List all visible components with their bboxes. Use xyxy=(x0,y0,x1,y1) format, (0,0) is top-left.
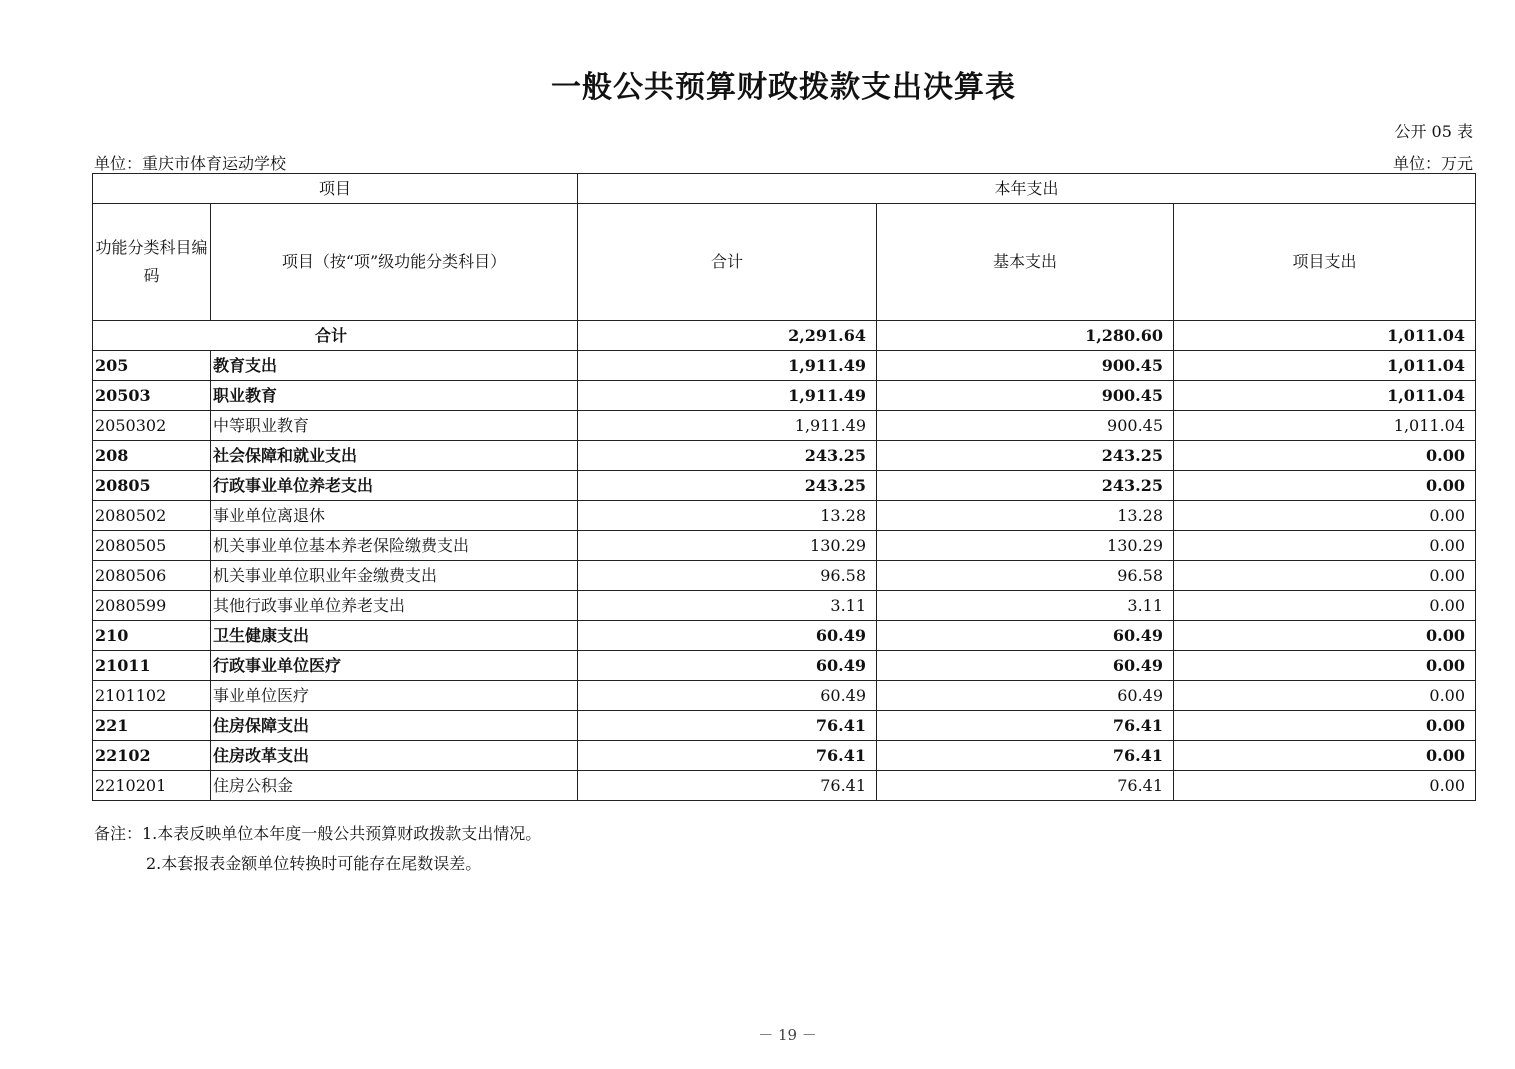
row-name: 教育支出 xyxy=(211,351,578,381)
row-code: 2101102 xyxy=(93,681,211,711)
row-total: 1,911.49 xyxy=(578,381,877,411)
table-row xyxy=(93,771,1476,801)
row-name: 职业教育 xyxy=(211,381,578,411)
row-total: 13.28 xyxy=(578,501,877,531)
row-project: 0.00 xyxy=(1174,711,1476,741)
currency-unit: 单位：万元 xyxy=(1392,154,1473,173)
row-code: 205 xyxy=(93,351,211,381)
row-project: 0.00 xyxy=(1174,501,1476,531)
row-total: 76.41 xyxy=(578,711,877,741)
table-row xyxy=(93,531,1476,561)
row-project: 0.00 xyxy=(1174,591,1476,621)
row-project: 1,011.04 xyxy=(1174,381,1476,411)
row-code: 2210201 xyxy=(93,771,211,801)
row-code: 2080502 xyxy=(93,501,211,531)
row-basic: 76.41 xyxy=(877,711,1174,741)
row-name: 事业单位离退休 xyxy=(211,501,578,531)
table-row xyxy=(93,441,1476,471)
row-basic: 243.25 xyxy=(877,441,1174,471)
row-project: 0.00 xyxy=(1174,651,1476,681)
row-project: 0.00 xyxy=(1174,441,1476,471)
total-row xyxy=(93,321,1476,351)
row-total: 130.29 xyxy=(578,531,877,561)
table-row xyxy=(93,651,1476,681)
row-code: 2080505 xyxy=(93,531,211,561)
row-code: 2080599 xyxy=(93,591,211,621)
row-basic: 76.41 xyxy=(877,771,1174,801)
row-code: 20503 xyxy=(93,381,211,411)
table-row xyxy=(93,591,1476,621)
row-basic: 13.28 xyxy=(877,501,1174,531)
row-code: 210 xyxy=(93,621,211,651)
row-basic: 60.49 xyxy=(877,621,1174,651)
table-row xyxy=(93,351,1476,381)
row-total: 96.58 xyxy=(578,561,877,591)
row-basic: 76.41 xyxy=(877,741,1174,771)
row-name: 住房改革支出 xyxy=(211,741,578,771)
row-code: 20805 xyxy=(93,471,211,501)
row-name: 机关事业单位职业年金缴费支出 xyxy=(211,561,578,591)
row-project: 1,011.04 xyxy=(1174,411,1476,441)
table-row xyxy=(93,741,1476,771)
total-row-basic: 1,280.60 xyxy=(877,321,1174,351)
row-total: 1,911.49 xyxy=(578,411,877,441)
row-project: 0.00 xyxy=(1174,621,1476,651)
total-row-project: 1,011.04 xyxy=(1174,321,1476,351)
row-code: 2080506 xyxy=(93,561,211,591)
table-row xyxy=(93,471,1476,501)
row-name: 行政事业单位医疗 xyxy=(211,651,578,681)
table-row xyxy=(93,681,1476,711)
table-row xyxy=(93,501,1476,531)
row-project: 1,011.04 xyxy=(1174,351,1476,381)
row-name: 机关事业单位基本养老保险缴费支出 xyxy=(211,531,578,561)
row-total: 243.25 xyxy=(578,441,877,471)
row-name: 中等职业教育 xyxy=(211,411,578,441)
total-row-total: 2,291.64 xyxy=(578,321,877,351)
row-project: 0.00 xyxy=(1174,531,1476,561)
note-line-1: 备注：1.本表反映单位本年度一般公共预算财政拨款支出情况。 xyxy=(94,824,542,843)
row-name: 事业单位医疗 xyxy=(211,681,578,711)
total-row-label: 合计 xyxy=(93,321,578,351)
row-basic: 900.45 xyxy=(877,411,1174,441)
row-total: 60.49 xyxy=(578,621,877,651)
reporting-unit: 单位：重庆市体育运动学校 xyxy=(94,154,287,173)
expenditure-table xyxy=(92,173,1476,801)
row-project: 0.00 xyxy=(1174,771,1476,801)
row-name: 行政事业单位养老支出 xyxy=(211,471,578,501)
row-total: 1,911.49 xyxy=(578,351,877,381)
page-title: 一般公共预算财政拨款支出决算表 xyxy=(551,70,1016,105)
row-basic: 96.58 xyxy=(877,561,1174,591)
row-code: 22102 xyxy=(93,741,211,771)
row-total: 60.49 xyxy=(578,681,877,711)
row-basic: 243.25 xyxy=(877,471,1174,501)
note-line-2: 2.本套报表金额单位转换时可能存在尾数误差。 xyxy=(146,854,482,873)
row-name: 住房保障支出 xyxy=(211,711,578,741)
row-total: 3.11 xyxy=(578,591,877,621)
row-name: 住房公积金 xyxy=(211,771,578,801)
form-number: 公开 05 表 xyxy=(1394,122,1473,141)
table-row xyxy=(93,561,1476,591)
row-code: 21011 xyxy=(93,651,211,681)
table-row xyxy=(93,411,1476,441)
header-row-2 xyxy=(93,204,1476,321)
row-code: 221 xyxy=(93,711,211,741)
row-project: 0.00 xyxy=(1174,471,1476,501)
header-item-name: 项目（按“项”级功能分类科目） xyxy=(211,204,578,321)
row-name: 社会保障和就业支出 xyxy=(211,441,578,471)
row-basic: 60.49 xyxy=(877,681,1174,711)
row-basic: 130.29 xyxy=(877,531,1174,561)
row-code: 208 xyxy=(93,441,211,471)
page-number: － 19 － xyxy=(758,1026,817,1044)
header-project-expenditure: 项目支出 xyxy=(1174,204,1476,321)
row-basic: 900.45 xyxy=(877,351,1174,381)
row-project: 0.00 xyxy=(1174,681,1476,711)
row-basic: 60.49 xyxy=(877,651,1174,681)
table-row xyxy=(93,621,1476,651)
table-row xyxy=(93,381,1476,411)
row-project: 0.00 xyxy=(1174,741,1476,771)
row-name: 其他行政事业单位养老支出 xyxy=(211,591,578,621)
row-total: 76.41 xyxy=(578,771,877,801)
row-total: 76.41 xyxy=(578,741,877,771)
header-current-year: 本年支出 xyxy=(578,174,1476,204)
row-total: 243.25 xyxy=(578,471,877,501)
header-code: 功能分类科目编码 xyxy=(93,204,211,321)
row-basic: 3.11 xyxy=(877,591,1174,621)
row-code: 2050302 xyxy=(93,411,211,441)
row-project: 0.00 xyxy=(1174,561,1476,591)
header-total: 合计 xyxy=(578,204,877,321)
table-row xyxy=(93,711,1476,741)
row-name: 卫生健康支出 xyxy=(211,621,578,651)
header-project: 项目 xyxy=(93,174,578,204)
row-basic: 900.45 xyxy=(877,381,1174,411)
header-basic: 基本支出 xyxy=(877,204,1174,321)
row-total: 60.49 xyxy=(578,651,877,681)
header-row-1 xyxy=(93,174,1476,204)
